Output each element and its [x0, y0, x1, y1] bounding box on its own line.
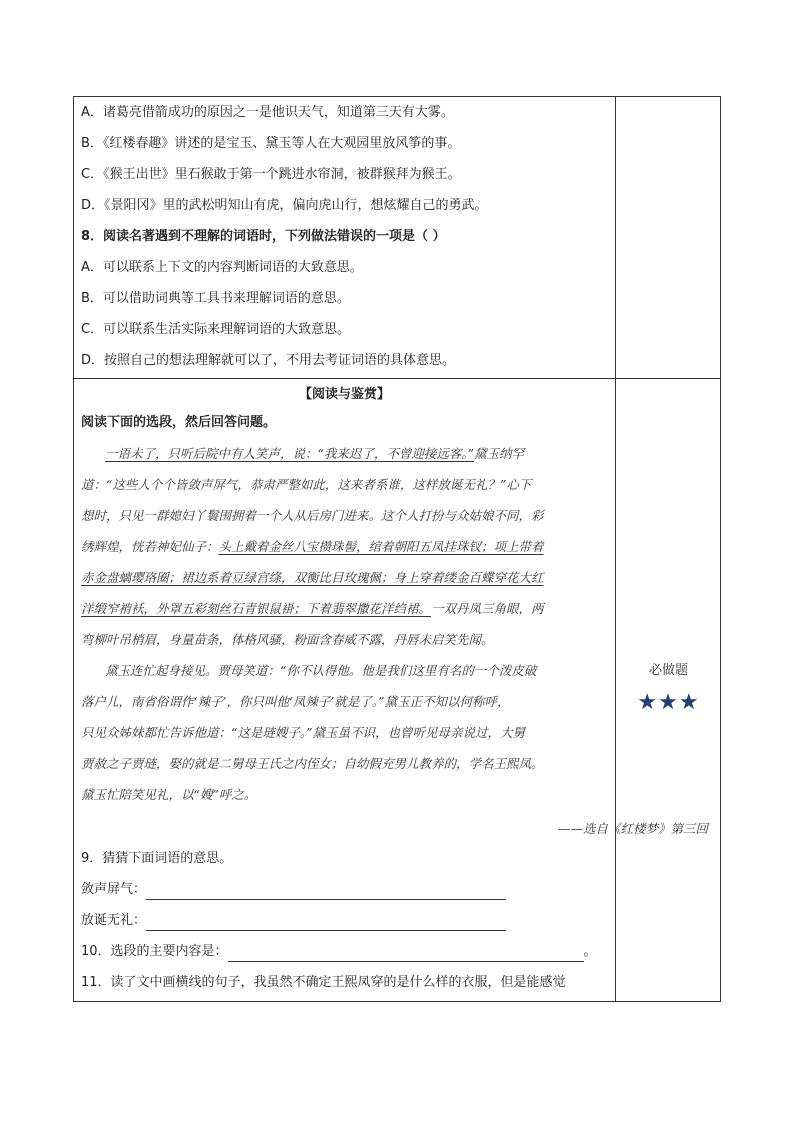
- passage-line-6: 洋缎窄褃袄，外罩五彩刻丝石青银鼠褂；下着翡翠撒花洋绉裙。一双丹凤三角眼，两: [81, 601, 544, 616]
- answer-blank[interactable]: [146, 916, 506, 931]
- question-10: 10．选段的主要内容是： 。: [81, 942, 597, 962]
- passage-source: ——选自《红楼梦》第三回: [557, 821, 708, 836]
- worksheet-table: [73, 96, 721, 1002]
- q9-item-1: 敛声屏气：: [81, 880, 506, 900]
- q9-item-2: 放诞无礼：: [81, 911, 506, 931]
- option-a: A．诸葛亮借箭成功的原因之一是他识天气，知道第三天有大雾。: [81, 105, 454, 120]
- passage-line-3: 想时，只见一群媳妇丫鬟围拥着一个人从后房门进来。这个人打扮与众姑娘不同，彩: [81, 508, 544, 523]
- underlined-sentence: 头上戴着金丝八宝攒珠髻，绾着朝阳五凤挂珠钗；项上带着: [218, 539, 544, 554]
- difficulty-stars: [615, 690, 722, 715]
- q8-option-c: C．可以联系生活实际来理解词语的大致意思。: [81, 322, 351, 337]
- option-c: C．《猴王出世》里石猴敢于第一个跳进水帘洞，被群猴拜为猴王。: [81, 167, 461, 182]
- question-8: 8．阅读名著遇到不理解的词语时，下列做法错误的一项是（ ）: [81, 229, 446, 244]
- q8-option-a: A．可以联系上下文的内容判断词语的大致意思。: [81, 260, 363, 275]
- question-11: 11．读了文中画横线的句子，我虽然不确定王熙凤穿的是什么样的衣服，但是能感觉: [81, 975, 566, 990]
- passage-line-1: 一语未了，只听后院中有人笑声，说：“我来迟了，不曾迎接远客。”黛玉纳罕: [105, 446, 525, 461]
- passage-line-10: 只见众姊妹都忙告诉他道：“这是琏嫂子。”黛玉虽不识，也曾听见母亲说过，大舅: [81, 725, 526, 740]
- q8-option-d: D．按照自己的想法理解就可以了，不用去考证词语的具体意思。: [81, 353, 456, 368]
- passage-line-12: 黛玉忙陪笑见礼，以“嫂”呼之。: [81, 787, 257, 802]
- option-b: B．《红楼春趣》讲述的是宝玉、黛玉等人在大观园里放风筝的事。: [81, 136, 461, 151]
- required-label: 必做题: [648, 663, 688, 678]
- row-divider: [74, 378, 720, 379]
- passage-line-2: 道：“这些人个个皆敛声屏气，恭肃严整如此，这来者系谁，这样放诞无礼？”心下: [81, 477, 532, 492]
- underlined-sentence: 洋缎窄褃袄，外罩五彩刻丝石青银鼠褂；下着翡翠撒花洋绉裙。: [81, 601, 432, 616]
- answer-blank[interactable]: [228, 947, 584, 962]
- option-d: D．《景阳冈》里的武松明知山有虎，偏向虎山行，想炫耀自己的勇武。: [81, 198, 488, 213]
- underlined-sentence: 赤金盘螭璎珞圈；裙边系着豆绿宫绦，双衡比目玫瑰佩；身上穿着缕金百蝶穿花大红: [81, 570, 544, 585]
- passage-line-5: [81, 568, 601, 588]
- star-icon: ★★★: [637, 690, 700, 715]
- passage-line-4: 绣辉煌，恍若神妃仙子：头上戴着金丝八宝攒珠髻，绾着朝阳五凤挂珠钗；项上带着: [81, 539, 544, 554]
- section-heading: 【阅读与鉴赏】: [298, 387, 390, 402]
- passage-line-7: 弯柳叶吊梢眉，身量苗条，体格风骚，粉面含春威不露，丹唇未启笑先闻。: [81, 632, 494, 647]
- passage-line-11: 贾赦之子贾琏，娶的就是二舅母王氏之内侄女；自幼假充男儿教养的，学名王熙凤。: [81, 756, 544, 771]
- reading-instruction: 阅读下面的选段，然后回答问题。: [81, 415, 277, 430]
- passage-line-8: 黛玉连忙起身接见。贾母笑道：“你不认得他。他是我们这里有名的一个泼皮破: [105, 663, 537, 678]
- question-9: 9．猜猜下面词语的意思。: [81, 851, 233, 866]
- q8-option-b: B．可以借助词典等工具书来理解词语的意思。: [81, 291, 350, 306]
- answer-blank[interactable]: [146, 885, 506, 900]
- column-divider: [615, 97, 616, 1001]
- passage-line-9: 落户儿，南省俗谓作‘辣子’，你只叫他‘凤辣子’就是了。”黛玉正不知以何称呼，: [81, 694, 510, 709]
- underlined-sentence: 一语未了，只听后院中有人笑声，说：“我来迟了，不曾迎接远客。”: [105, 446, 475, 461]
